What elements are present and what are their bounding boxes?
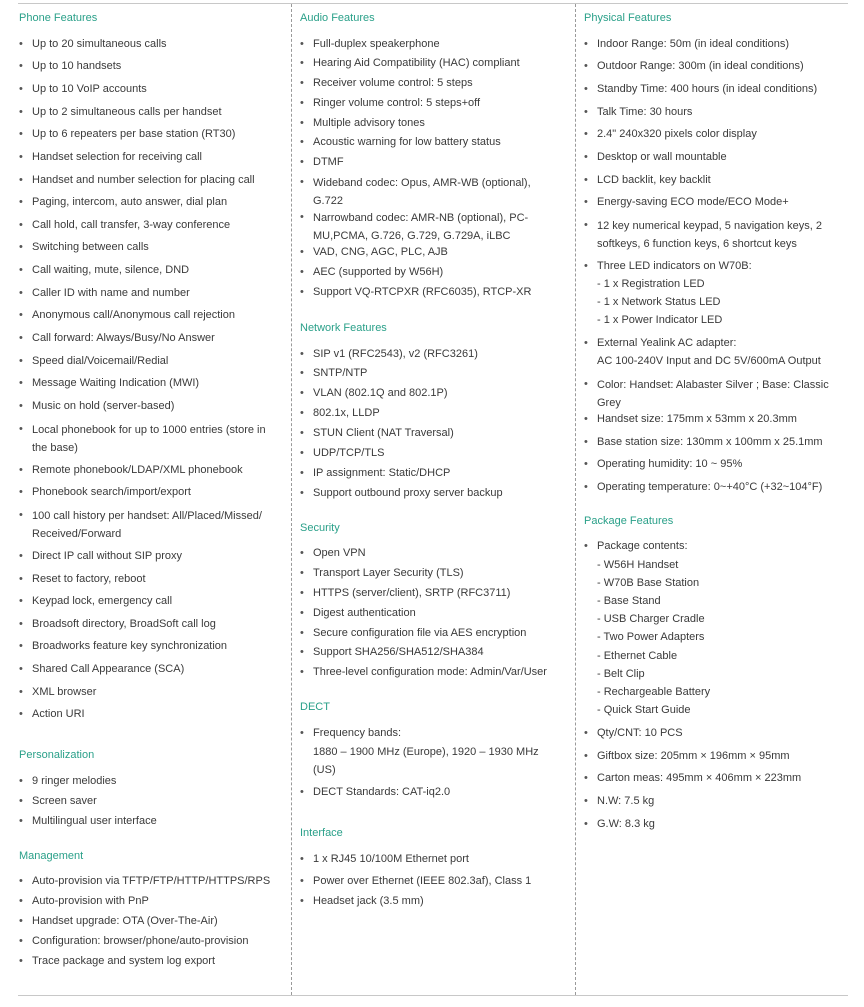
bullet-icon: • [300, 875, 304, 887]
bullet-icon: • [300, 136, 304, 148]
list-item: • Local phonebook for up to 1000 entries (store in the base) [19, 423, 266, 454]
bullet-icon: • [300, 156, 304, 168]
bullet-icon: • [584, 106, 588, 118]
list-item: • Music on hold (server-based) [19, 400, 175, 412]
bullet-icon: • [19, 423, 23, 435]
list-item: • Auto-provision with PnP [19, 895, 149, 907]
list-subitem: - 1 x Power Indicator LED [597, 314, 723, 326]
bullet-icon: • [300, 895, 304, 907]
bullet-icon: • [584, 196, 588, 208]
bullet-icon: • [584, 83, 588, 95]
bullet-icon: • [584, 219, 588, 231]
list-item: • 1 x RJ45 10/100M Ethernet port [300, 853, 469, 865]
bullet-icon: • [300, 211, 304, 223]
bullet-icon: • [300, 176, 304, 188]
bullet-icon: • [584, 458, 588, 470]
list-subitem: - 1 x Registration LED [597, 278, 705, 290]
list-item: • Message Waiting Indication (MWI) [19, 377, 200, 389]
list-item: • Paging, intercom, auto answer, dial plan [19, 196, 228, 208]
list-item: • Color: Handset: Alabaster Silver ; Base: Classic Grey [584, 378, 829, 409]
list-item: • Handset upgrade: OTA (Over-The-Air) [19, 915, 218, 927]
bullet-icon: • [300, 853, 304, 865]
section-heading-network-features: Network Features [300, 322, 387, 334]
bullet-icon: • [300, 587, 304, 599]
list-item: • VAD, CNG, AGC, PLC, AJB [300, 246, 448, 258]
bullet-icon: • [300, 666, 304, 678]
bullet-icon: • [19, 509, 23, 521]
list-item: • Multiple advisory tones [300, 117, 425, 129]
bullet-icon: • [300, 627, 304, 639]
list-item: • Up to 10 VoIP accounts [19, 83, 147, 95]
list-item: • Digest authentication [300, 607, 416, 619]
list-item: • SIP v1 (RFC2543), v2 (RFC3261) [300, 348, 478, 360]
list-item: • Package contents: [584, 540, 688, 552]
bullet-icon: • [584, 772, 588, 784]
list-item: • Energy-saving ECO mode/ECO Mode+ [584, 196, 789, 208]
list-item: • Up to 20 simultaneous calls [19, 38, 167, 50]
bullet-icon: • [19, 663, 23, 675]
list-item: • Support SHA256/SHA512/SHA384 [300, 646, 484, 658]
list-item: • Power over Ethernet (IEEE 802.3af), Class 1 [300, 875, 532, 887]
bullet-icon: • [300, 367, 304, 379]
bullet-icon: • [19, 895, 23, 907]
list-subitem: - Two Power Adapters [597, 631, 705, 643]
list-item: • Call hold, call transfer, 3-way conference [19, 219, 231, 231]
list-item: • Desktop or wall mountable [584, 151, 727, 163]
list-item: • Up to 6 repeaters per base station (RT30) [19, 128, 236, 140]
bullet-icon: • [584, 795, 588, 807]
section-heading-management: Management [19, 850, 84, 862]
bullet-icon: • [300, 407, 304, 419]
bullet-icon: • [19, 775, 23, 787]
bullet-icon: • [300, 387, 304, 399]
bullet-icon: • [300, 727, 304, 739]
section-heading-security: Security [300, 522, 340, 534]
bullet-icon: • [19, 875, 23, 887]
list-subitem: - Rechargeable Battery [597, 686, 711, 698]
list-item: • 9 ringer melodies [19, 775, 117, 787]
list-item: • Carton meas: 495mm × 406mm × 223mm [584, 772, 802, 784]
bullet-icon: • [19, 241, 23, 253]
list-item: • HTTPS (server/client), SRTP (RFC3711) [300, 587, 511, 599]
list-item: • Caller ID with name and number [19, 287, 190, 299]
bullet-icon: • [300, 487, 304, 499]
list-item: • N.W: 7.5 kg [584, 795, 655, 807]
list-item: • Reset to factory, reboot [19, 573, 146, 585]
list-item: • Giftbox size: 205mm × 196mm × 95mm [584, 750, 790, 762]
bullet-icon: • [300, 77, 304, 89]
list-item: • STUN Client (NAT Traversal) [300, 427, 454, 439]
list-item: • Full-duplex speakerphone [300, 38, 440, 50]
bullet-icon: • [584, 727, 588, 739]
section-heading-interface: Interface [300, 827, 343, 839]
bullet-icon: • [300, 567, 304, 579]
bullet-icon: • [19, 377, 23, 389]
list-item: • Receiver volume control: 5 steps [300, 77, 473, 89]
list-item: • AEC (supported by W56H) [300, 266, 444, 278]
list-item: • Transport Layer Security (TLS) [300, 567, 464, 579]
bullet-icon: • [584, 337, 588, 349]
bullet-icon: • [300, 97, 304, 109]
bullet-icon: • [19, 287, 23, 299]
bullet-icon: • [19, 174, 23, 186]
list-item: • Call forward: Always/Busy/No Answer [19, 332, 215, 344]
list-item: • Wideband codec: Opus, AMR-WB (optional), G.722 [300, 176, 531, 207]
list-item: • Outdoor Range: 300m (in ideal conditions) [584, 60, 804, 72]
list-item: • Direct IP call without SIP proxy [19, 550, 182, 562]
list-item: • Remote phonebook/LDAP/XML phonebook [19, 464, 243, 476]
bullet-icon: • [584, 436, 588, 448]
list-subitem: - Base Stand [597, 595, 661, 607]
section-heading-personalization: Personalization [19, 749, 95, 761]
bullet-icon: • [19, 486, 23, 498]
bullet-icon: • [300, 447, 304, 459]
bullet-icon: • [19, 618, 23, 630]
list-item: • External Yealink AC adapter: [584, 337, 737, 349]
list-item: • Three-level configuration mode: Admin/Var/User [300, 666, 547, 678]
bullet-icon: • [300, 427, 304, 439]
bullet-icon: • [19, 573, 23, 585]
column-divider [291, 4, 292, 995]
bullet-icon: • [19, 83, 23, 95]
section-heading-phone-features: Phone Features [19, 12, 98, 24]
list-item: • Secure configuration file via AES encryption [300, 627, 527, 639]
bullet-icon: • [19, 151, 23, 163]
list-item: • Hearing Aid Compatibility (HAC) compliant [300, 57, 520, 69]
list-item: • Configuration: browser/phone/auto-provision [19, 935, 249, 947]
list-item: • SNTP/NTP [300, 367, 368, 379]
list-subitem: - 1 x Network Status LED [597, 296, 721, 308]
bullet-icon: • [300, 117, 304, 129]
bullet-icon: • [300, 646, 304, 658]
list-item: • Acoustic warning for low battery status [300, 136, 501, 148]
top-rule [18, 3, 848, 4]
section-heading-audio-features: Audio Features [300, 12, 375, 24]
list-item: • Handset size: 175mm x 53mm x 20.3mm [584, 413, 797, 425]
list-subitem: - USB Charger Cradle [597, 613, 705, 625]
list-item: • Operating temperature: 0~+40°C (+32~104°F) [584, 481, 823, 493]
bullet-icon: • [19, 128, 23, 140]
list-item: • Standby Time: 400 hours (in ideal conditions) [584, 83, 818, 95]
list-item: • Handset selection for receiving call [19, 151, 202, 163]
bullet-icon: • [19, 219, 23, 231]
bullet-icon: • [19, 815, 23, 827]
list-item: • Open VPN [300, 547, 366, 559]
section-heading-dect: DECT [300, 701, 330, 713]
list-subitem: - Belt Clip [597, 668, 645, 680]
list-item: • 100 call history per handset: All/Placed/Missed/ Received/Forward [19, 509, 262, 540]
list-item: • VLAN (802.1Q and 802.1P) [300, 387, 448, 399]
list-item: • Auto-provision via TFTP/FTP/HTTP/HTTPS/RPS [19, 875, 271, 887]
bullet-icon: • [19, 595, 23, 607]
list-item: • Anonymous call/Anonymous call rejection [19, 309, 235, 321]
bullet-icon: • [584, 60, 588, 72]
bullet-icon: • [300, 786, 304, 798]
list-item-continuation: 1880 – 1900 MHz (Europe), 1920 – 1930 MHz (US) [313, 746, 539, 776]
list-item: • DTMF [300, 156, 344, 168]
list-item: • DECT Standards: CAT-iq2.0 [300, 786, 451, 798]
list-subitem: - W70B Base Station [597, 577, 700, 589]
list-item: • G.W: 8.3 kg [584, 818, 655, 830]
list-subitem: - Quick Start Guide [597, 704, 691, 716]
list-item: • Phonebook search/import/export [19, 486, 191, 498]
bullet-icon: • [584, 260, 588, 272]
bullet-icon: • [300, 547, 304, 559]
bullet-icon: • [19, 915, 23, 927]
list-item: • Broadsoft directory, BroadSoft call log [19, 618, 216, 630]
bullet-icon: • [19, 60, 23, 72]
list-item: • Handset and number selection for placing call [19, 174, 255, 186]
list-item: • Headset jack (3.5 mm) [300, 895, 424, 907]
list-item: • Support VQ-RTCPXR (RFC6035), RTCP-XR [300, 286, 532, 298]
list-item: • Keypad lock, emergency call [19, 595, 173, 607]
list-item: • Multilingual user interface [19, 815, 157, 827]
bullet-icon: • [19, 355, 23, 367]
list-item: • Talk Time: 30 hours [584, 106, 693, 118]
bullet-icon: • [19, 686, 23, 698]
bullet-icon: • [584, 38, 588, 50]
bullet-icon: • [300, 607, 304, 619]
list-item: • Call waiting, mute, silence, DND [19, 264, 190, 276]
list-item: • Switching between calls [19, 241, 149, 253]
bullet-icon: • [584, 481, 588, 493]
list-item: • LCD backlit, key backlit [584, 174, 711, 186]
bullet-icon: • [584, 378, 588, 390]
column-divider [575, 4, 576, 995]
bullet-icon: • [584, 151, 588, 163]
list-subitem: - W56H Handset [597, 559, 679, 571]
bullet-icon: • [300, 286, 304, 298]
bullet-icon: • [584, 818, 588, 830]
list-item: • IP assignment: Static/DHCP [300, 467, 451, 479]
list-item: • Indoor Range: 50m (in ideal conditions) [584, 38, 790, 50]
bullet-icon: • [300, 57, 304, 69]
list-item: • Ringer volume control: 5 steps+off [300, 97, 481, 109]
list-item: • Up to 2 simultaneous calls per handset [19, 106, 222, 118]
list-item: • Support outbound proxy server backup [300, 487, 503, 499]
list-item: • 802.1x, LLDP [300, 407, 380, 419]
section-heading-package-features: Package Features [584, 515, 674, 527]
list-item: • Trace package and system log export [19, 955, 216, 967]
list-item: • Base station size: 130mm x 100mm x 25.1mm [584, 436, 823, 448]
list-item: • Shared Call Appearance (SCA) [19, 663, 185, 675]
list-item: • Screen saver [19, 795, 97, 807]
list-item: • Up to 10 handsets [19, 60, 122, 72]
list-item: • Narrowband codec: AMR-NB (optional), PC-MU,PCMA, G.726, G.729, G.729A, iLBC [300, 211, 529, 242]
bullet-icon: • [584, 128, 588, 140]
bullet-icon: • [584, 174, 588, 186]
bullet-icon: • [19, 38, 23, 50]
bullet-icon: • [19, 264, 23, 276]
bullet-icon: • [19, 309, 23, 321]
bullet-icon: • [19, 106, 23, 118]
bottom-rule [18, 995, 848, 996]
bullet-icon: • [19, 955, 23, 967]
bullet-icon: • [300, 246, 304, 258]
list-item: • Operating humidity: 10 ~ 95% [584, 458, 743, 470]
bullet-icon: • [300, 348, 304, 360]
bullet-icon: • [584, 413, 588, 425]
list-item: • Speed dial/Voicemail/Redial [19, 355, 169, 367]
bullet-icon: • [300, 266, 304, 278]
bullet-icon: • [300, 467, 304, 479]
list-item: • 2.4" 240x320 pixels color display [584, 128, 757, 140]
bullet-icon: • [19, 640, 23, 652]
list-subitem: - Ethernet Cable [597, 650, 678, 662]
bullet-icon: • [19, 464, 23, 476]
bullet-icon: • [19, 935, 23, 947]
bullet-icon: • [584, 540, 588, 552]
section-heading-physical-features: Physical Features [584, 12, 672, 24]
list-item: • Frequency bands: [300, 727, 402, 739]
bullet-icon: • [19, 196, 23, 208]
list-item: • Qty/CNT: 10 PCS [584, 727, 683, 739]
list-item: • 12 key numerical keypad, 5 navigation keys, 2 softkeys, 6 function keys, 6 shortcut keys [584, 219, 823, 250]
bullet-icon: • [584, 750, 588, 762]
bullet-icon: • [19, 400, 23, 412]
list-item: • XML browser [19, 686, 97, 698]
bullet-icon: • [19, 332, 23, 344]
bullet-icon: • [300, 38, 304, 50]
list-item: • Action URI [19, 708, 85, 720]
bullet-icon: • [19, 795, 23, 807]
list-item: • Three LED indicators on W70B: [584, 260, 752, 272]
list-item: • UDP/TCP/TLS [300, 447, 385, 459]
bullet-icon: • [19, 550, 23, 562]
list-item-continuation: AC 100-240V Input and DC 5V/600mA Output [597, 355, 821, 367]
list-item: • Broadworks feature key synchronization [19, 640, 228, 652]
bullet-icon: • [19, 708, 23, 720]
